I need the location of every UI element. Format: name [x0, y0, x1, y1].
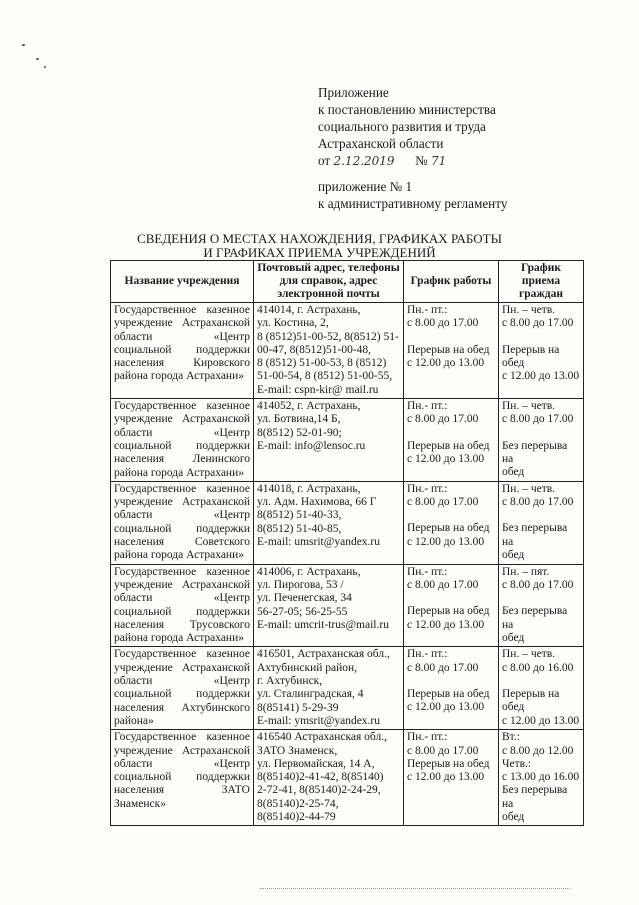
- contact-line: 8(85140)2-41-42, 8(85140): [257, 771, 384, 784]
- table-header-row: [111, 261, 584, 303]
- schedule-line: Пн.- пт.:: [407, 648, 448, 661]
- institution-contacts: [254, 647, 404, 730]
- schedule-line: с 8.00 до 17.00: [407, 744, 479, 757]
- contact-line: 56-27-05; 56-25-55: [257, 605, 348, 618]
- appendix-line: социального развития и труда: [318, 119, 486, 134]
- contact-line: 8(85141) 5-29-39: [257, 701, 339, 714]
- contact-line: 414052, г. Астрахань,: [257, 400, 361, 413]
- schedule-line: с 12.00 до 13.00: [407, 618, 485, 631]
- schedule-line: с 8.00 до 17.00: [502, 317, 574, 330]
- appendix-line: Астраханской области: [318, 136, 444, 151]
- institution-contacts: [254, 481, 404, 564]
- schedule-line: Пн.- пт.:: [407, 482, 448, 495]
- schedule-line: Пн. – четв.: [502, 400, 556, 413]
- number-prefix: №: [415, 153, 428, 168]
- schedule-line: Пн.- пт.:: [407, 304, 448, 316]
- institution-contacts: [254, 399, 404, 482]
- institution-name: Государственное казенное учреждение Астраханской области «Центр социальной поддержки населения Ленинского района города Астрахани»: [111, 399, 254, 482]
- contact-line: ул. Первомайская, 14 А,: [257, 757, 375, 770]
- contact-line: ул. Сталинградская, 4: [257, 688, 364, 701]
- schedule-line: с 12.00 до 13.00: [407, 452, 485, 465]
- schedule-line: обед: [502, 631, 525, 644]
- decree-date-line: [318, 152, 618, 170]
- contact-line: 8(85140)2-44-79: [257, 810, 336, 823]
- column-header-name: Название учреждения: [111, 261, 254, 303]
- contact-line: ул. Костина, 2,: [257, 317, 329, 330]
- schedule-line: с 12.00 до 13.00: [502, 714, 580, 727]
- schedule-line: Перерыв на обед: [407, 439, 490, 452]
- schedule-line: [502, 592, 580, 605]
- contact-line: 2-72-41, 8(85140)2-24-29,: [257, 784, 381, 797]
- schedule-line: с 12.00 до 13.00: [502, 370, 580, 383]
- schedule-line: обед: [502, 466, 525, 479]
- institution-name: Государственное казенное учреждение Астраханской области «Центр социальной поддержки населения Трусовского района города Астрахани»: [111, 564, 254, 647]
- schedule-line: Пн. – четв.: [502, 648, 556, 661]
- schedule-line: Пн. – четв.: [502, 482, 556, 495]
- schedule-line: Перерыв на обед: [502, 343, 560, 369]
- schedule-line: [407, 675, 495, 688]
- column-header-reception-schedule: График приема граждан: [499, 261, 584, 303]
- contact-line: 8(8512) 51-40-85,: [257, 522, 342, 535]
- document-title: [0, 232, 639, 260]
- contact-line: 8 (8512)51-00-52, 8(8512) 51-00-47, 8(8512)51-00-48,: [257, 330, 399, 356]
- schedule-line: Пн. – пят.: [502, 565, 550, 578]
- schedule-line: с 8.00 до 17.00: [502, 578, 574, 591]
- schedule-line: [502, 509, 580, 522]
- schedule-line: с 8.00 до 17.00: [407, 496, 479, 509]
- schedule-line: с 8.00 до 17.00: [502, 496, 574, 509]
- contact-line: 416540 Астраханская обл.,: [257, 731, 387, 744]
- handwritten-number: 71: [431, 154, 447, 168]
- contact-line: 8(8512) 52-01-90;: [257, 426, 342, 439]
- schedule-line: с 12.00 до 13.00: [407, 356, 485, 369]
- contact-line: 8(85140)2-25-74,: [257, 797, 339, 810]
- institution-contacts: [254, 303, 404, 399]
- reception-schedule: [499, 481, 584, 564]
- schedule-line: обед: [502, 549, 525, 562]
- handwritten-date: 2.12.2019: [333, 154, 395, 168]
- institution-name: Государственное казенное учреждение Астраханской области «Центр социальной поддержки населения Советского района города Астрахани»: [111, 481, 254, 564]
- schedule-line: с 13.00 до 16.00: [502, 771, 580, 784]
- contact-line: г. Ахтубинск,: [257, 675, 323, 688]
- schedule-line: Перерыв на обед: [407, 757, 490, 770]
- column-header-work-schedule: График работы: [404, 261, 499, 303]
- contact-line: 414018, г. Астрахань,: [257, 482, 361, 495]
- schedule-line: с 12.00 до 13.00: [407, 701, 485, 714]
- schedule-line: Перерыв на обед: [407, 343, 490, 356]
- schedule-line: [502, 427, 580, 440]
- schedule-line: Пн.- пт.:: [407, 731, 448, 744]
- institution-name: Государственное казенное учреждение Астраханской области «Центр социальной поддержки населения Ахтубинского района»: [111, 647, 254, 730]
- reception-schedule: [499, 399, 584, 482]
- schedule-line: Без перерыва на: [502, 522, 568, 548]
- schedule-line: [407, 592, 495, 605]
- schedule-line: Пн.- пт.:: [407, 400, 448, 413]
- schedule-line: [407, 509, 495, 522]
- contact-line: E-mail: umsrit@yandex.ru: [257, 536, 381, 549]
- regulation-subheader: [318, 178, 618, 212]
- schedule-line: Перерыв на обед: [502, 688, 560, 714]
- contact-line: E-mail: info@lensoc.ru: [257, 439, 366, 452]
- contact-line: ул. Пирогова, 53 /: [257, 578, 344, 591]
- work-schedule: [404, 647, 499, 730]
- contact-line: E-mail: umcrit-trus@mail.ru: [257, 618, 389, 631]
- column-header-contacts: Почтовый адрес, телефоны для справок, адрес электронной почты: [254, 261, 404, 303]
- work-schedule: [404, 481, 499, 564]
- date-prefix: от: [318, 153, 331, 168]
- reception-schedule: [499, 564, 584, 647]
- institution-name: Государственное казенное учреждение Астраханской области «Центр социальной поддержки населения ЗАТО Знаменск»: [111, 730, 254, 826]
- schedule-line: Пн.- пт.:: [407, 565, 448, 578]
- schedule-line: Вт.:: [502, 731, 520, 744]
- appendix-line: Приложение: [318, 85, 389, 100]
- schedule-line: Перерыв на обед: [407, 688, 490, 701]
- contact-line: Ахтубинский район,: [257, 661, 358, 674]
- scan-edge-line: [260, 888, 570, 889]
- appendix-header: [318, 84, 618, 170]
- contact-line: ул. Печенегская, 34: [257, 592, 352, 605]
- contact-line: ул. Адм. Нахимова, 66 Г: [257, 496, 377, 509]
- work-schedule: [404, 399, 499, 482]
- schedule-line: Без перерыва на: [502, 439, 568, 465]
- reception-schedule: [499, 730, 584, 826]
- work-schedule: [404, 303, 499, 399]
- schedule-line: Перерыв на обед: [407, 522, 490, 535]
- schedule-line: Четв.:: [502, 757, 532, 770]
- scan-speck: [22, 44, 25, 46]
- schedule-line: с 8.00 до 17.00: [407, 317, 479, 330]
- work-schedule: [404, 564, 499, 647]
- institutions-table: [110, 260, 584, 826]
- schedule-line: с 8.00 до 16.00: [502, 661, 574, 674]
- schedule-line: Перерыв на обед: [407, 605, 490, 618]
- table-row: [111, 730, 584, 826]
- contact-line: 8 (8512) 51-00-53, 8 (8512) 51-00-54, 8 (8512) 51-00-55,: [257, 357, 393, 383]
- schedule-line: с 8.00 до 17.00: [407, 661, 479, 674]
- table-row: [111, 647, 584, 730]
- title-line-2: И ГРАФИКАХ ПРИЕМА УЧРЕЖДЕНИЙ: [203, 245, 436, 260]
- contact-line: 416501, Астраханская обл.,: [257, 648, 390, 661]
- schedule-line: Без перерыва на: [502, 784, 568, 810]
- appendix-line: к постановлению министерства: [318, 102, 496, 117]
- schedule-line: с 8.00 до 12.00: [502, 744, 574, 757]
- schedule-line: с 8.00 до 17.00: [407, 413, 479, 426]
- schedule-line: [407, 427, 495, 440]
- contact-line: ЗАТО Знаменск,: [257, 744, 338, 757]
- reception-schedule: [499, 647, 584, 730]
- schedule-line: с 12.00 до 13.00: [407, 771, 485, 784]
- schedule-line: [502, 331, 580, 344]
- contact-line: 414006, г. Астрахань,: [257, 565, 361, 578]
- scan-speck: [36, 58, 39, 60]
- institution-name: Государственное казенное учреждение Астраханской области «Центр социальной поддержки населения Кировского района города Астрахани»: [111, 303, 254, 399]
- subheader-line: к административному регламенту: [318, 196, 508, 211]
- table-row: [111, 303, 584, 399]
- table-row: [111, 564, 584, 647]
- scan-speck: [44, 66, 46, 68]
- title-line-1: СВЕДЕНИЯ О МЕСТАХ НАХОЖДЕНИЯ, ГРАФИКАХ РАБОТЫ: [137, 231, 502, 246]
- schedule-line: Пн. – четв.: [502, 304, 556, 316]
- institution-contacts: [254, 564, 404, 647]
- table-row: [111, 399, 584, 482]
- reception-schedule: [499, 303, 584, 399]
- work-schedule: [404, 730, 499, 826]
- schedule-line: [502, 675, 580, 688]
- institution-contacts: [254, 730, 404, 826]
- contact-line: 414014, г. Астрахань,: [257, 304, 361, 316]
- contact-line: 8(8512) 51-40-33,: [257, 509, 342, 522]
- schedule-line: с 12.00 до 13.00: [407, 535, 485, 548]
- contact-line: E-mail: cspn-kir@ mail.ru: [257, 383, 379, 396]
- schedule-line: [407, 331, 495, 344]
- table-row: [111, 481, 584, 564]
- contact-line: ул. Ботвина,14 Б,: [257, 413, 341, 426]
- schedule-line: с 8.00 до 17.00: [502, 413, 574, 426]
- schedule-line: Без перерыва на: [502, 605, 568, 631]
- subheader-line: приложение № 1: [318, 179, 413, 194]
- schedule-line: обед: [502, 810, 525, 823]
- schedule-line: с 8.00 до 17.00: [407, 578, 479, 591]
- contact-line: E-mail: ymsrit@yandex.ru: [257, 714, 381, 727]
